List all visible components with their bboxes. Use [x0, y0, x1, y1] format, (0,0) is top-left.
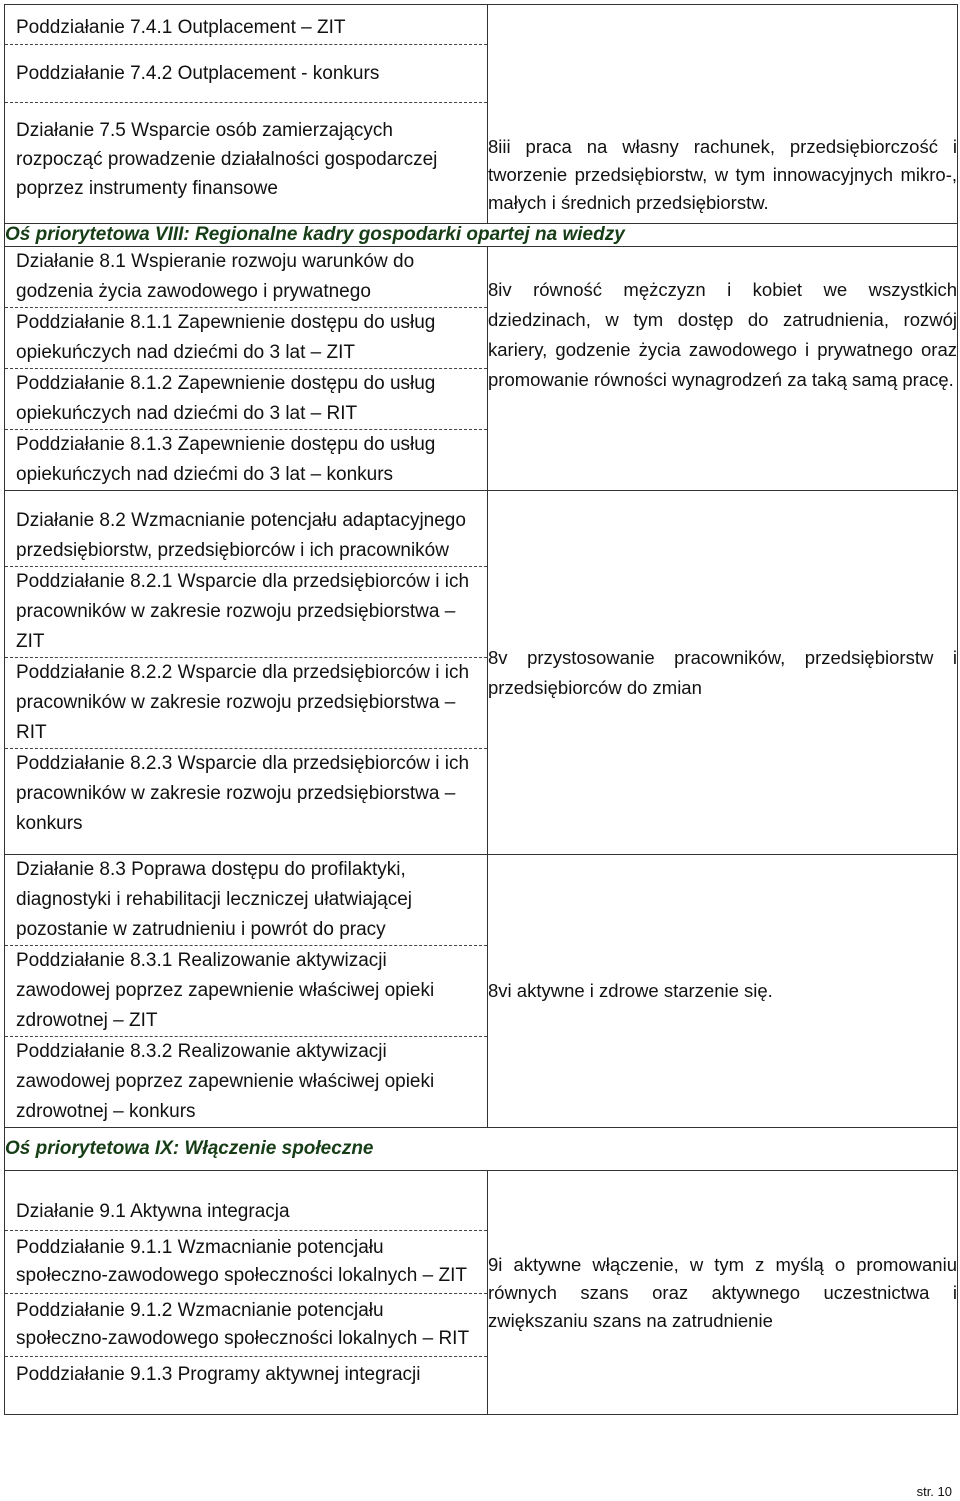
priority-axis-heading: Oś priorytetowa IX: Włączenie społeczne	[5, 1128, 958, 1171]
list-item: Poddziałanie 8.2.3 Wsparcie dla przedsiębiorców i ich pracowników w zakresie rozwoju przedsiębiorstwa – konkurs	[16, 753, 470, 834]
list-item: Działanie 7.5 Wsparcie osób zamierzających rozpocząć prowadzenie działalności gospodarczej poprzez instrumenty finansowe	[16, 120, 438, 199]
list-item: Działanie 8.1 Wspieranie rozwoju warunków do godzenia życia zawodowego i prywatnego	[5, 247, 487, 308]
investment-priority-text: 8v przystosowanie pracowników, przedsiębiorstw i przedsiębiorców do zmian	[488, 646, 957, 698]
actions-cell	[5, 855, 488, 1128]
investment-priority-cell	[488, 855, 958, 1128]
table-row	[5, 5, 958, 224]
list-item: Poddziałanie 8.2.2 Wsparcie dla przedsiębiorców i ich pracowników w zakresie rozwoju przedsiębiorstwa – RIT	[5, 658, 487, 749]
table-row	[5, 855, 958, 1128]
table-row	[5, 491, 958, 855]
list-item: Działanie 8.2 Wzmacnianie potencjału adaptacyjnego przedsiębiorstw, przedsiębiorców i ich pracowników	[5, 506, 487, 567]
list-item: Poddziałanie 8.1.3 Zapewnienie dostępu do usług opiekuńczych nad dziećmi do 3 lat – konkurs	[16, 434, 436, 485]
investment-priority-cell	[488, 1171, 958, 1415]
investment-priority-text: 8vi aktywne i zdrowe starzenie się.	[488, 980, 773, 1001]
page-number: str. 10	[916, 1484, 952, 1499]
actions-cell	[5, 247, 488, 491]
table-row	[5, 1171, 958, 1415]
table-row	[5, 1128, 958, 1171]
investment-priority-cell	[488, 491, 958, 855]
list-item: Poddziałanie 7.4.1 Outplacement – ZIT	[5, 11, 487, 45]
actions-cell	[5, 491, 488, 855]
investment-priority-text: 8iv równość mężczyzn i kobiet we wszystkich dziedzinach, w tym dostęp do zatrudnienia, rozwój kariery, godzenie życia zawodowego i prywatnego oraz promowanie równości wynagrodzeń za taką samą pracę.	[488, 279, 957, 390]
actions-cell	[5, 1171, 488, 1415]
list-item: Poddziałanie 8.1.1 Zapewnienie dostępu do usług opiekuńczych nad dziećmi do 3 lat – ZIT	[5, 308, 487, 369]
list-item: Poddziałanie 8.3.1 Realizowanie aktywizacji zawodowej poprzez zapewnienie właściwej opieki zdrowotnej – ZIT	[5, 946, 487, 1037]
list-item: Poddziałanie 9.1.1 Wzmacnianie potencjału społeczno-zawodowego społeczności lokalnych – ZIT	[5, 1231, 487, 1294]
table-row	[5, 224, 958, 247]
list-item: Działanie 9.1 Aktywna integracja	[5, 1194, 487, 1231]
list-item: Poddziałanie 7.4.2 Outplacement - konkurs	[5, 45, 487, 103]
list-item: Działanie 8.3 Poprawa dostępu do profilaktyki, diagnostyki i rehabilitacji leczniczej ułatwiającej pozostanie w zatrudnieniu i powrót do pracy	[5, 855, 487, 946]
actions-cell	[5, 5, 488, 224]
list-item: Poddziałanie 8.1.2 Zapewnienie dostępu do usług opiekuńczych nad dziećmi do 3 lat – RIT	[5, 369, 487, 430]
investment-priority-text: 8iii praca na własny rachunek, przedsiębiorczość i tworzenie przedsiębiorstw, w tym innowacyjnych mikro-, małych i średnich przedsiębiorstw.	[488, 136, 957, 213]
list-item: Poddziałanie 8.3.2 Realizowanie aktywizacji zawodowej poprzez zapewnienie właściwej opieki zdrowotnej – konkurs	[16, 1041, 435, 1122]
investment-priority-text: 9i aktywne włączenie, w tym z myślą o promowaniu równych szans oraz aktywnego uczestnictwa i zwiększaniu szans na zatrudnienie	[488, 1253, 957, 1331]
table-row	[5, 247, 958, 491]
priority-axis-table	[4, 4, 958, 1415]
priority-axis-heading: Oś priorytetowa VIII: Regionalne kadry gospodarki opartej na wiedzy	[5, 224, 958, 247]
investment-priority-cell	[488, 247, 958, 491]
investment-priority-cell	[488, 5, 958, 224]
list-item: Poddziałanie 9.1.3 Programy aktywnej integracji	[16, 1363, 421, 1385]
list-item: Poddziałanie 8.2.1 Wsparcie dla przedsiębiorców i ich pracowników w zakresie rozwoju przedsiębiorstwa – ZIT	[5, 567, 487, 658]
list-item: Poddziałanie 9.1.2 Wzmacnianie potencjału społeczno-zawodowego społeczności lokalnych – RIT	[5, 1294, 487, 1357]
